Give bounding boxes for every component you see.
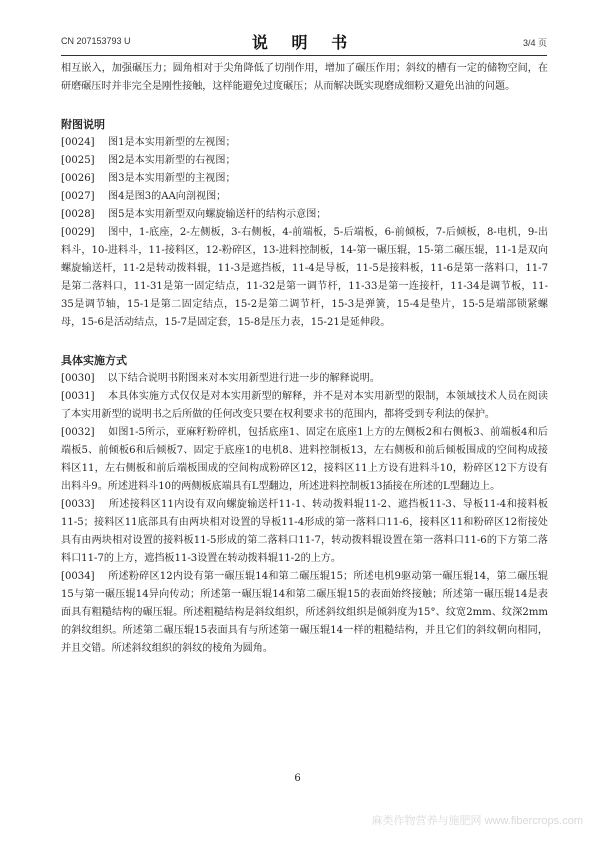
paragraph-number: [0029] [61, 227, 95, 238]
section-heading-embodiment: 具体实施方式 [61, 354, 127, 367]
paragraph-0028 [61, 206, 548, 224]
paragraph-0030 [61, 370, 548, 388]
paragraph-0032 [61, 424, 548, 496]
paragraph-text: 图1是本实用新型的左视图； [108, 137, 236, 148]
paragraph-0031 [61, 388, 548, 424]
paragraph-number: [0024] [61, 137, 95, 148]
paragraph-text: 本具体实施方式仅仅是对本实用新型的解释，并不是对本实用新型的限制，本领域技术人员在阅读了本实用新型的说明书之后所做的任何改变只要在权利要求书的范围内，都将受到专利法的保护。 [61, 391, 548, 420]
paragraph-text: 图中，1-底座，2-左侧板，3-右侧板，4-前端板，5-后端板，6-前倾板，7-后倾板，8-电机，9-出料斗，10-进料斗，11-接料区，12-粉碎区，13-进料控制板，14-第一碾压辊，15-第二碾压辊，11-1是双向螺旋输送杆，11-2是转动拨料辊，11-3是遮挡板，11-4是导板，11-5是接料板，11-6是第一落料口，11-7是第二落料口，11-31是第一固定结点，11-32是第一调节杆，11-33是第一连接杆，11-34是调节板，11-35是调节轴，15-1是第二固定结点，15-2是第二调节杆，15-3是弹簧，15-4是垫片，15-5是端部锁紧螺母，15-6是活动结点，15-7是固定套，15-8是压力表，15-21是延伸段。 [61, 227, 548, 328]
paragraph-text: 所述接料区11内设有双向螺旋输送杆11-1、转动拨料辊11-2、遮挡板11-3、导板11-4和接料板11-5；接料区11底部具有由两块相对设置的导板11-4形成的第一落料口11-6，接料区11和粉碎区12衔接处具有由两块相对设置的接料板11-5形成的第二落料口11-7，转动拨料辊设置在第一落料口11-6的下方第二落料口11-7的上方，遮挡板11-3设置在转动拨料辊11-2的上方。 [61, 499, 548, 564]
page-header [61, 30, 547, 52]
paragraph-number: [0027] [61, 191, 95, 202]
watermark: 麻类作物营养与施肥网 www.fibercrops.com [371, 815, 583, 827]
paragraph-text: 以下结合说明书附图来对本实用新型进行进一步的解释说明。 [107, 373, 380, 384]
paragraph-0029 [61, 224, 548, 332]
paragraph-number: [0033] [61, 499, 95, 510]
paragraph-0034 [61, 568, 548, 658]
section-heading-figures: 附图说明 [61, 118, 105, 131]
paragraph-number: [0026] [61, 173, 95, 184]
patent-number: CN 207153793 U [61, 36, 131, 46]
paragraph-number: [0031] [61, 391, 95, 402]
document-title: 说 明 书 [251, 33, 357, 52]
paragraph-number: [0032] [61, 427, 95, 438]
paragraph-text: 图5是本实用新型双向螺旋输送杆的结构示意图； [108, 209, 327, 220]
paragraph-0026 [61, 170, 548, 188]
paragraph-text: 图4是图3的AA向剖视图； [108, 191, 227, 202]
paragraph-number: [0030] [61, 373, 95, 384]
page-number: 6 [294, 773, 301, 784]
paragraph-0027 [61, 188, 548, 206]
document-body [61, 60, 548, 658]
header-rule [61, 55, 547, 56]
paragraph-text: 图2是本实用新型的右视图； [108, 155, 236, 166]
paragraph-0033 [61, 496, 548, 568]
paragraph-0025 [61, 152, 548, 170]
paragraph-number: [0034] [61, 571, 95, 582]
paragraph-number: [0025] [61, 155, 95, 166]
paragraph-text: 图3是本实用新型的主视图； [108, 173, 236, 184]
intro-paragraph: 相互嵌入，加强碾压力；圆角相对于尖角降低了切削作用，增加了碾压作用；斜纹的槽有一定的储物空间，在研磨碾压时并非完全是刚性接触，这样能避免过度碾压；从而解决既实现磨成细粉又避免出油的问题。 [61, 63, 548, 92]
paragraph-number: [0028] [61, 209, 95, 220]
paragraph-text: 所述粉碎区12内设有第一碾压辊14和第二碾压辊15；所述电机9驱动第一碾压辊14，第二碾压辊15与第一碾压辊14异向传动；所述第一碾压辊14和第二碾压辊15的表面始终接触；所述第一碾压辊14是表面具有粗糙结构的碾压辊。所述粗糙结构是斜纹组织，所述斜纹组织是倾斜度为15°、纹宽2mm、纹深2mm的斜纹组织。所述第二碾压辊15表面具有与所述第一碾压辊14一样的粗糙结构，并且它们的斜纹朝向相同，并且交错。所述斜纹组织的斜纹的棱角为圆角。 [61, 571, 548, 654]
paragraph-0024 [61, 134, 548, 152]
paragraph-text: 如图1-5所示，亚麻籽粉碎机，包括底座1、固定在底座1上方的左侧板2和右侧板3、前端板4和后端板5、前倾板6和后倾板7、固定于底座1的电机8、进料控制板13，左右侧板和前后倾板围成的空间构成接料区11，左右侧板和前后端板围成的空间构成粉碎区12，接料区11上方设有进料斗10，粉碎区12下方设有出料斗9。所述进料斗10的两侧板底端具有L型翻边，所述进料控制板13插接在所述的L型翻边上。 [61, 427, 548, 492]
page-indicator: 3/4 页 [522, 38, 547, 48]
